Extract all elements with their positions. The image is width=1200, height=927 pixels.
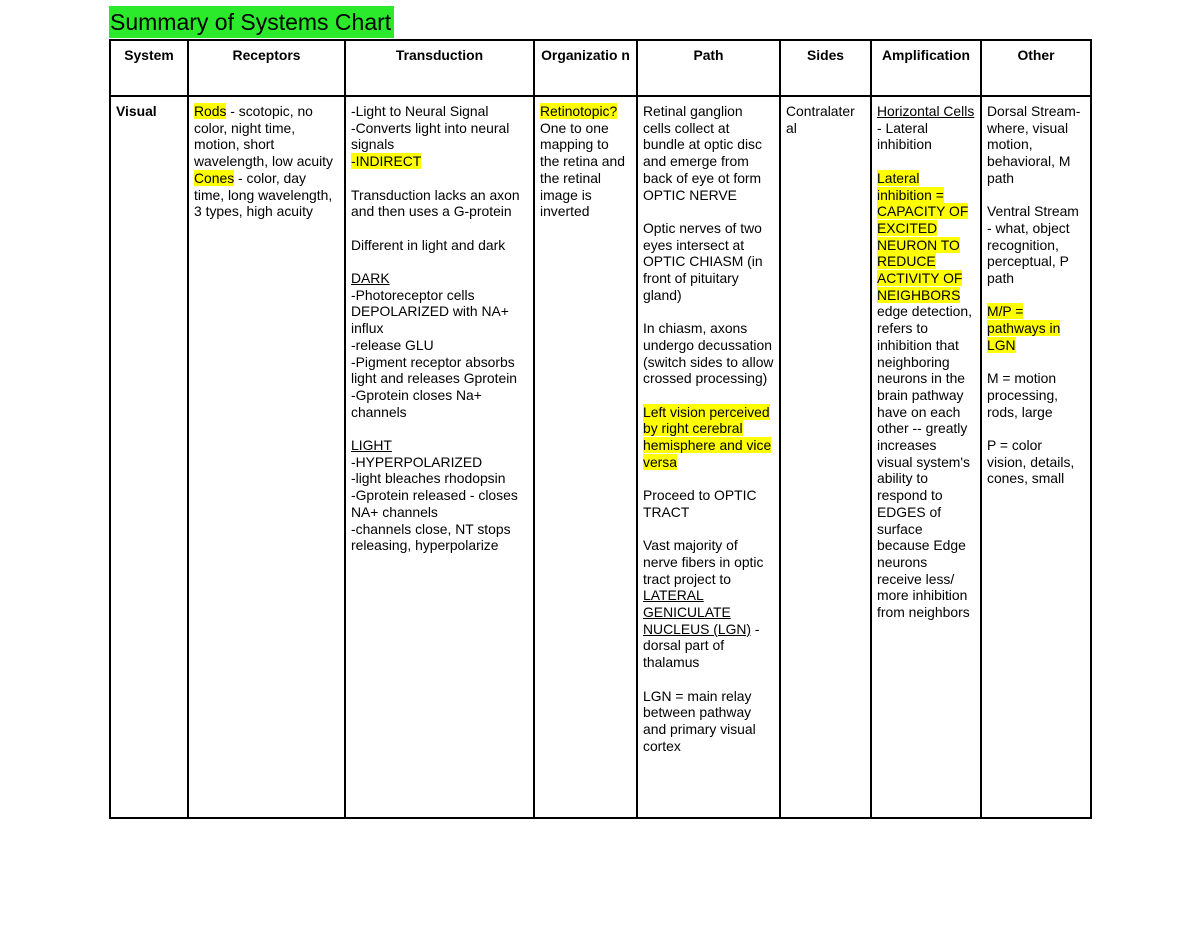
header-other: Other xyxy=(981,40,1091,96)
path-paragraph: Vast majority of nerve fibers in optic tract project to LATERAL GENICULATE NUCLEUS (LGN) - dorsal part of thalamus xyxy=(643,537,764,671)
path-paragraph: LGN = main relay between pathway and primary visual cortex xyxy=(643,687,756,754)
path-highlight: Left vision perceived by right cerebral hemisphere and vice versa xyxy=(643,403,772,470)
lateral-inhibition-highlight: Lateral inhibition = CAPACITY OF EXCITED NEURON TO REDUCE ACTIVITY OF NEIGHBORS xyxy=(877,169,969,303)
light-line: -channels close, NT stops releasing, hyperpolarize xyxy=(351,520,511,554)
systems-table xyxy=(109,39,1092,819)
cell-receptors xyxy=(188,96,345,818)
other-paragraph: Ventral Stream - what, object recognition, perceptual, P path xyxy=(987,203,1079,287)
header-organization: Organizatio n xyxy=(534,40,637,96)
rods-term: Rods xyxy=(194,103,227,119)
other-paragraph: Dorsal Stream- where, visual motion, behavioral, M path xyxy=(987,103,1081,186)
light-line: -light bleaches rhodopsin xyxy=(351,470,506,487)
cell-transduction xyxy=(345,96,534,818)
path-paragraph: Retinal ganglion cells collect at bundle at optic disc and emerge from back of eye ot form OPTIC NERVE xyxy=(643,103,762,203)
page-title: Summary of Systems Chart xyxy=(109,6,394,38)
cell-system: Visual xyxy=(110,96,188,818)
dark-line: -Gprotein closes Na+ channels xyxy=(351,386,482,420)
horizontal-cells-term: Horizontal Cells xyxy=(877,103,975,119)
header-path: Path xyxy=(637,40,780,96)
header-system: System xyxy=(110,40,188,96)
path-paragraph: Optic nerves of two eyes intersect at OPTIC CHIASM (in front of pituitary gland) xyxy=(643,219,763,303)
light-line: -HYPERPOLARIZED xyxy=(351,453,483,470)
dark-line: -release GLU xyxy=(351,336,434,353)
other-paragraph: M = motion processing, rods, large xyxy=(987,370,1059,420)
dark-line: -Pigment receptor absorbs light and releases Gprotein xyxy=(351,353,518,387)
transduction-line: -Converts light into neural signals xyxy=(351,119,510,153)
header-receptors: Receptors xyxy=(188,40,345,96)
cell-sides: Contralater al xyxy=(780,96,871,818)
table-row xyxy=(110,96,1091,818)
lgn-term: LATERAL GENICULATE NUCLEUS (LGN) xyxy=(643,587,752,637)
cell-path xyxy=(637,96,780,818)
retinotopic-term: Retinotopic? xyxy=(540,103,618,119)
cell-organization xyxy=(534,96,637,818)
path-paragraph: Proceed to OPTIC TRACT xyxy=(643,487,757,520)
mp-highlight: M/P = pathways in LGN xyxy=(987,303,1061,353)
cones-text: - color, day time, long wavelength, 3 types, high acuity xyxy=(194,169,333,220)
cell-other xyxy=(981,96,1091,818)
header-transduction: Transduction xyxy=(345,40,534,96)
dark-heading: DARK xyxy=(351,269,390,286)
cell-amplification: Horizontal Cells - Lateral inhibition Lateral inhibition = CAPACITY OF EXCITED NEURON TO REDUCE ACTIVITY OF NEIGHBORS edge detection, refers to inhibition that neighboring neurons in the brain pathway have on each other -- greatly increases visual system's ability to respond to EDGES of surface because Edge neurons receive less/ more inhibition from neighbors xyxy=(871,96,981,818)
light-line: -Gprotein released - closes NA+ channels xyxy=(351,487,518,520)
transduction-paragraph: Different in light and dark xyxy=(351,236,506,253)
header-row xyxy=(110,40,1091,96)
other-paragraph: P = color vision, details, cones, small xyxy=(987,437,1075,487)
organization-text: One to one mapping to the retina and the retinal image is inverted xyxy=(540,119,625,220)
transduction-indirect: -INDIRECT xyxy=(351,153,422,170)
cones-term: Cones xyxy=(194,169,235,186)
header-sides: Sides xyxy=(780,40,871,96)
light-heading: LIGHT xyxy=(351,437,392,453)
path-paragraph: In chiasm, axons undergo decussation (switch sides to allow crossed processing) xyxy=(643,320,774,387)
transduction-paragraph: Transduction lacks an axon and then uses a G-protein xyxy=(351,186,520,220)
dark-line: -Photoreceptor cells DEPOLARIZED with NA+ influx xyxy=(351,286,509,337)
header-amplification: Amplification xyxy=(871,40,981,96)
transduction-line: -Light to Neural Signal xyxy=(351,103,489,119)
amplification-text: edge detection, refers to inhibition that neighboring neurons in the brain pathway have on each other -- greatly increases visual system's ability to respond to EDGES of surface because Edge neurons receive less/ more inhibition from neighbors xyxy=(877,303,972,621)
rods-text: - scotopic, no color, night time, motion, short wavelength, low acuity xyxy=(194,103,333,170)
